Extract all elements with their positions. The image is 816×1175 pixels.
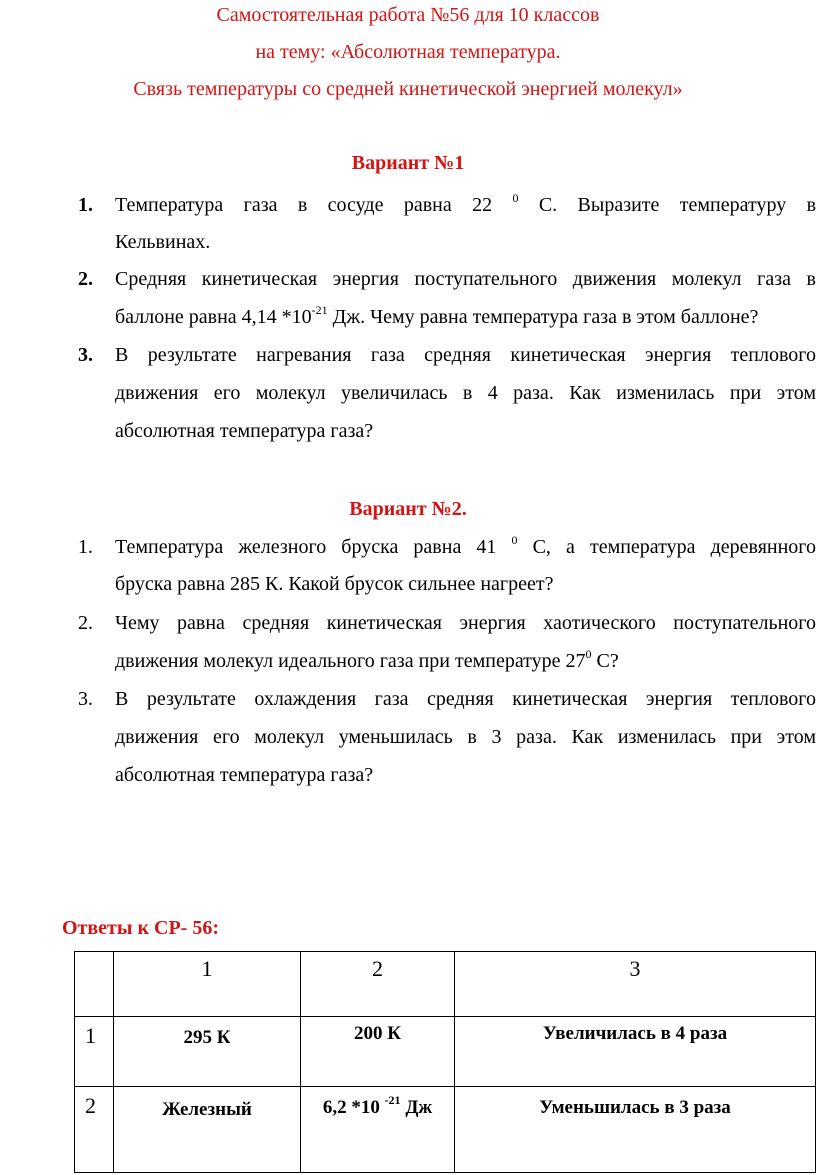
answer-cell: Железный [114, 1087, 301, 1173]
question-line: В результате нагревания газа средняя кинетическая энергия теплового [115, 344, 816, 366]
question-number: 1. [78, 194, 93, 216]
table-row [75, 1087, 816, 1173]
question-line: абсолютная температура газа? [115, 420, 374, 442]
question-line: движения его молекул увеличилась в 4 раза. Как изменилась при этом [115, 382, 816, 404]
table-header-cell: 1 [114, 952, 301, 1017]
question-number: 3. [78, 688, 93, 710]
table-header-cell: 3 [455, 952, 816, 1017]
question-number: 3. [78, 344, 93, 366]
header-topic: на тему: «Абсолютная температура. [255, 41, 561, 63]
question-number: 1. [78, 536, 93, 558]
question-line: В результате охлаждения газа средняя кинетическая энергия теплового [115, 688, 816, 710]
question-number: 2. [78, 612, 93, 634]
question-line: Средняя кинетическая энергия поступательного движения молекул газа в [115, 268, 816, 290]
variant2-title: Вариант №2. [349, 498, 467, 520]
answers-title: Ответы к СР- 56: [62, 917, 220, 939]
question-line: бруска равна 285 К. Какой брусок сильнее нагреет? [115, 573, 554, 595]
question-line: Температура газа в сосуде равна 22 $^0$ С. Выразите температуру в [115, 191, 816, 216]
table-header-row [75, 952, 816, 1017]
question-line: движения его молекул уменьшилась в 3 раза. Как изменилась при этом [115, 726, 816, 748]
row-label: 1 [75, 1017, 114, 1087]
answers-table [74, 951, 816, 1173]
answer-cell: 6,2 *10 $^{-21}$ Дж [301, 1087, 455, 1173]
table-header-cell: 2 [301, 952, 455, 1017]
question-number: 2. [78, 268, 93, 290]
question-line: абсолютная температура газа? [115, 764, 374, 786]
row-label: 2 [75, 1087, 114, 1173]
answer-cell: Уменьшилась в 3 раза [455, 1087, 816, 1173]
answer-cell: Увеличилась в 4 раза [455, 1017, 816, 1087]
question-line: движения молекул идеального газа при температуре $27^0$ С? [115, 647, 619, 672]
answer-cell: 295 К [114, 1017, 301, 1087]
header-subtopic: Связь температуры со средней кинетической энергией молекул» [133, 78, 683, 100]
variant1-title: Вариант №1 [351, 152, 465, 174]
question-line: Чему равна средняя кинетическая энергия хаотического поступательного [115, 612, 816, 634]
question-line: Кельвинах. [115, 231, 211, 253]
question-line: баллоне равна 4,14 $*10^{-21}$ Дж. Чему равна температура газа в этом баллоне? [115, 303, 759, 328]
answer-cell: 200 К [301, 1017, 455, 1087]
table-header-cell [75, 952, 114, 1017]
question-line: Температура железного бруска равна 41 $^0$ С, а температура деревянного [115, 533, 816, 558]
header-title: Самостоятельная работа №56 для 10 классов [216, 4, 600, 26]
table-row [75, 1017, 816, 1087]
